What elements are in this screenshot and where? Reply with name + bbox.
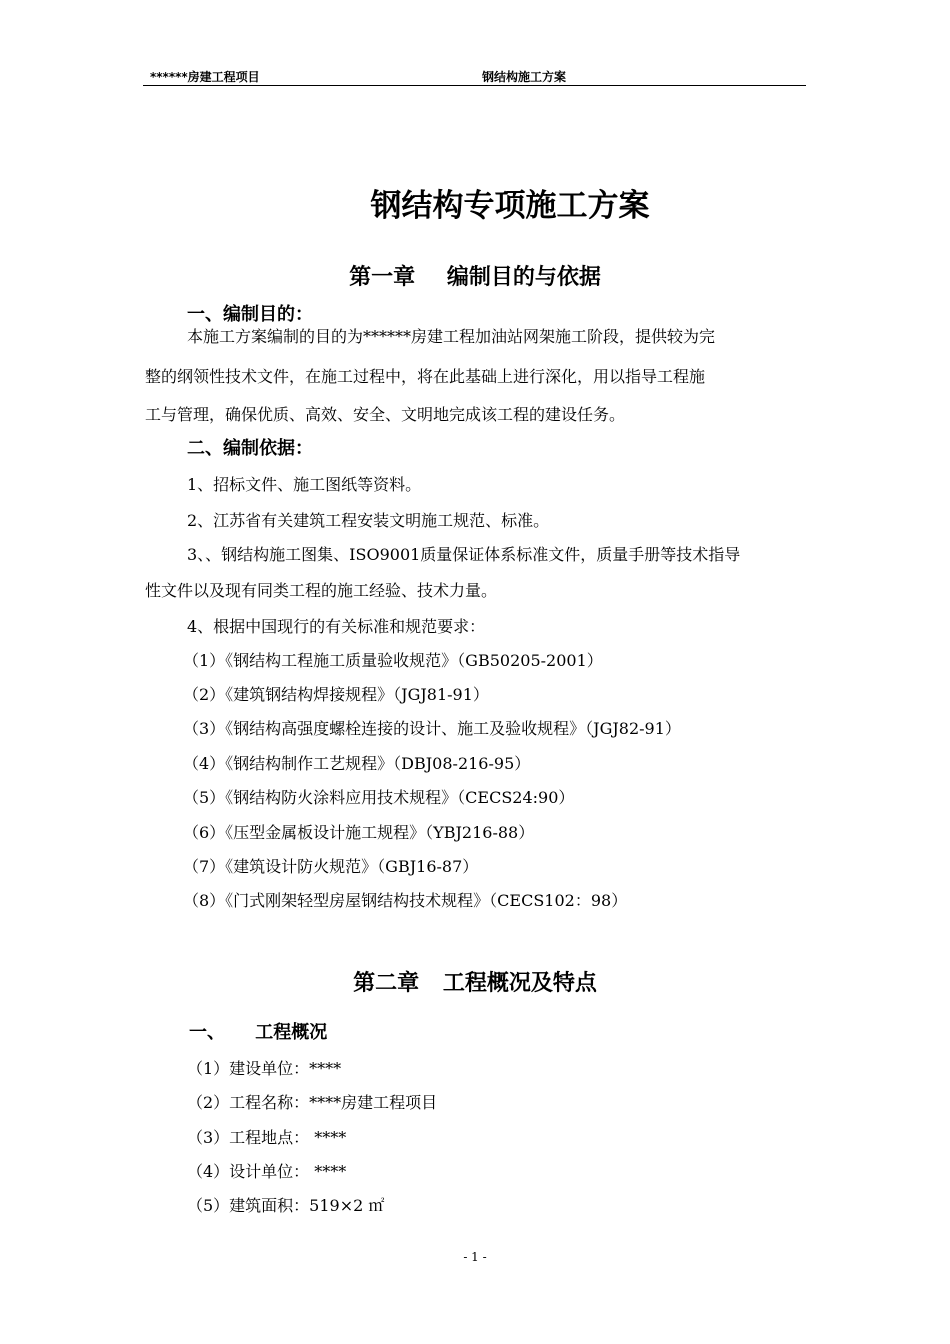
basis-item-3: 3、、钢结构施工图集、ISO9001质量保证体系标准文件，质量手册等技术指导 [187, 545, 741, 564]
standard-item: （1）《钢结构工程施工质量验收规范》（GB50205-2001） [183, 651, 603, 670]
header-center: 钢结构施工方案 [482, 70, 567, 84]
page-number: - 1 - [463, 1250, 487, 1264]
header-left: ******房建工程项目 [150, 70, 260, 84]
standard-item: （4）《钢结构制作工艺规程》（DBJ08-216-95） [183, 754, 531, 773]
project-info-item: （3）工程地点： **** [187, 1128, 347, 1147]
chapter1-section2-heading: 二、编制依据： [187, 438, 313, 459]
project-info-item: （2）工程名称：****房建工程项目 [187, 1093, 438, 1112]
chapter2-section1-heading: 一、 工程概况 [189, 1022, 328, 1043]
standard-item: （8）《门式刚架轻型房屋钢结构技术规程》（CECS102：98） [183, 891, 628, 910]
purpose-line-1: 本施工方案编制的目的为******房建工程加油站网架施工阶段，提供较为完 [187, 327, 716, 346]
project-info-item: （4）设计单位： **** [187, 1162, 347, 1181]
chapter2-heading: 第二章 工程概况及特点 [353, 971, 597, 996]
standard-item: （6）《压型金属板设计施工规程》（YBJ216-88） [183, 823, 535, 842]
basis-item-4: 4、根据中国现行的有关标准和规范要求： [187, 617, 486, 636]
standard-item: （3）《钢结构高强度螺栓连接的设计、施工及验收规程》（JGJ82-91） [183, 719, 681, 738]
basis-item-2: 2、江苏省有关建筑工程安装文明施工规范、标准。 [187, 511, 550, 530]
project-info-item: （5）建筑面积：519×2 ㎡ [187, 1196, 385, 1215]
document-title: 钢结构专项施工方案 [370, 188, 650, 224]
standard-item: （5）《钢结构防火涂料应用技术规程》（CECS24:90） [183, 788, 575, 807]
chapter1-heading: 第一章 编制目的与依据 [349, 265, 601, 290]
chapter1-section1-heading: 一、编制目的： [187, 304, 313, 325]
standard-item: （2）《建筑钢结构焊接规程》（JGJ81-91） [183, 685, 489, 704]
standard-item: （7）《建筑设计防火规范》（GBJ16-87） [183, 857, 479, 876]
purpose-line-2: 整的纲领性技术文件，在施工过程中，将在此基础上进行深化，用以指导工程施 [145, 367, 706, 386]
project-info-item: （1）建设单位：**** [187, 1059, 342, 1078]
purpose-line-3: 工与管理，确保优质、高效、安全、文明地完成该工程的建设任务。 [145, 405, 626, 424]
header-rule [143, 85, 806, 86]
basis-item-1: 1、招标文件、施工图纸等资料。 [187, 475, 422, 494]
basis-item-3-cont: 性文件以及现有同类工程的施工经验、技术力量。 [145, 581, 498, 600]
